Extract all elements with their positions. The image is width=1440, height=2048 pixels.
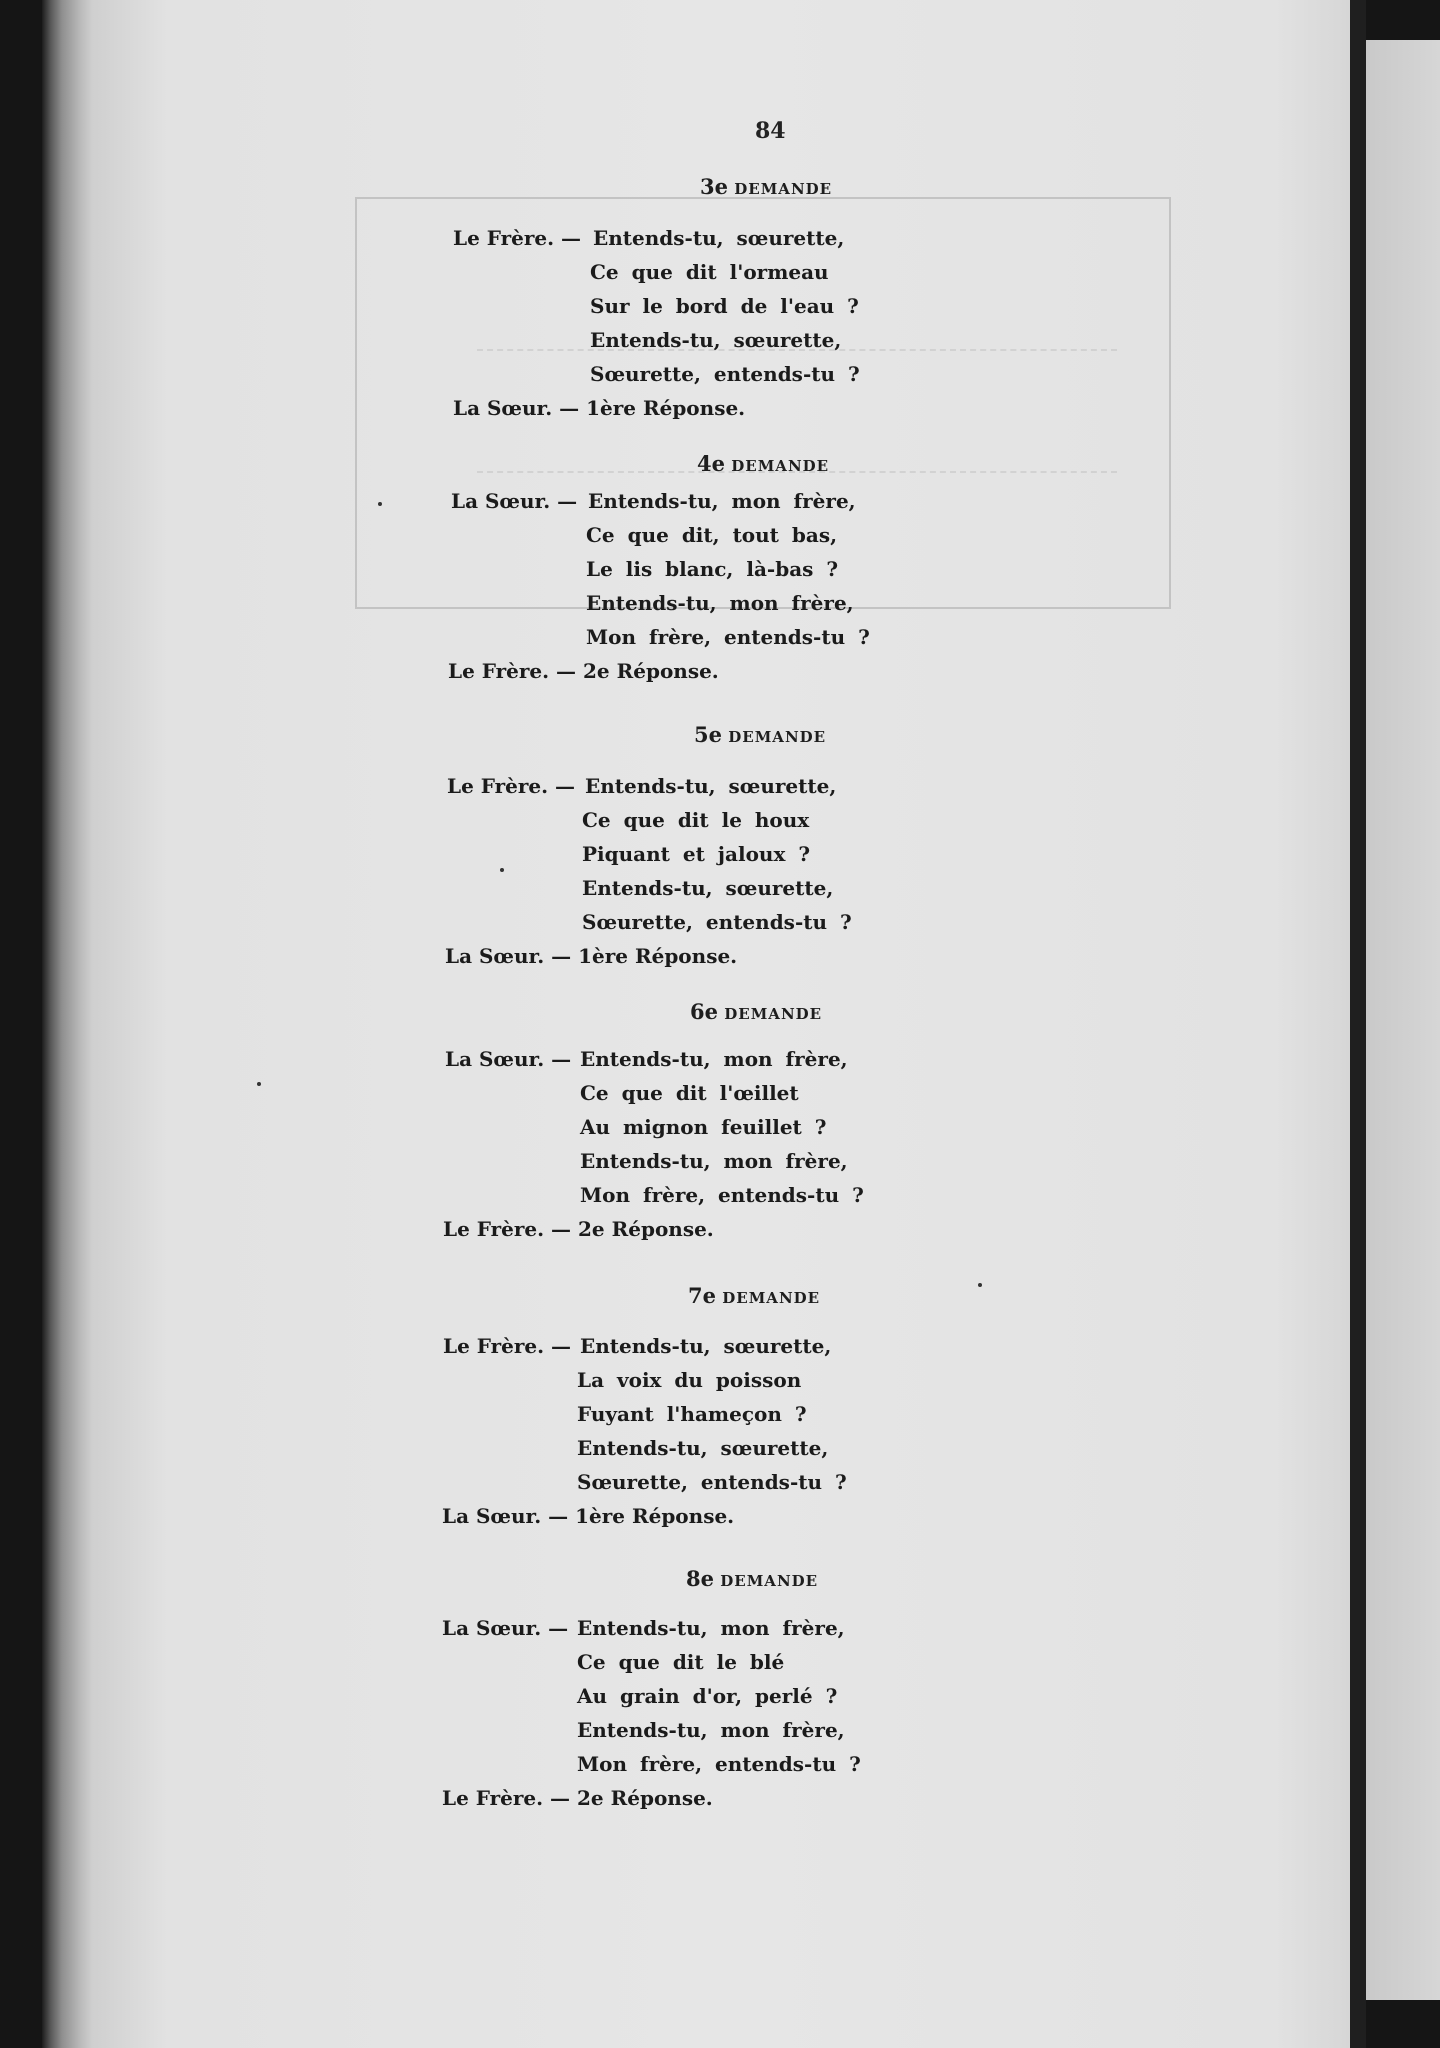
verse-line: Le lis blanc, là-bas ? <box>586 557 839 581</box>
verse-line: La voix du poisson <box>577 1368 802 1392</box>
verse-line: Entends-tu, sœurette, <box>585 774 837 798</box>
page-number: 84 <box>755 118 786 144</box>
dust-speck <box>500 868 504 872</box>
heading-word: DEMANDE <box>728 728 827 746</box>
verse-line: Piquant et jaloux ? <box>582 842 811 866</box>
verse-line: Ce que dit l'œillet <box>580 1081 799 1105</box>
verse-line: Entends-tu, sœurette, <box>582 876 834 900</box>
section-heading <box>697 451 829 476</box>
verse-line: Au mignon feuillet ? <box>580 1115 827 1139</box>
verse-line: Sur le bord de l'eau ? <box>590 294 859 318</box>
section-heading <box>694 722 826 747</box>
heading-word: DEMANDE <box>720 1572 819 1590</box>
verse-line: Ce que dit, tout bas, <box>586 523 838 547</box>
heading-word: DEMANDE <box>734 180 833 198</box>
dust-speck <box>257 1082 261 1086</box>
heading-word: DEMANDE <box>731 457 830 475</box>
verse-line: Mon frère, entends-tu ? <box>577 1752 861 1776</box>
section-heading <box>688 1283 820 1308</box>
heading-number: 5e <box>694 722 722 747</box>
verse-line: Sœurette, entends-tu ? <box>577 1470 847 1494</box>
heading-word: DEMANDE <box>722 1289 821 1307</box>
verse-line: Ce que dit l'ormeau <box>590 260 829 284</box>
section-heading <box>690 999 822 1024</box>
response-line: La Sœur. — 1ère Réponse. <box>453 396 746 420</box>
book-gutter <box>1350 0 1366 2048</box>
verse-line: Ce que dit le houx <box>582 808 810 832</box>
section-heading <box>700 174 832 199</box>
heading-number: 4e <box>697 451 725 476</box>
book-left-edge <box>42 0 92 2048</box>
verse-line: Sœurette, entends-tu ? <box>590 362 860 386</box>
verse-line: Mon frère, entends-tu ? <box>580 1183 864 1207</box>
speaker-label: La Sœur. — <box>442 1616 569 1640</box>
verse-line: Mon frère, entends-tu ? <box>586 625 870 649</box>
verse-line: Entends-tu, sœurette, <box>593 226 845 250</box>
response-line: Le Frère. — 2e Réponse. <box>442 1786 713 1810</box>
response-line: La Sœur. — 1ère Réponse. <box>445 944 738 968</box>
verse-line: Entends-tu, mon frère, <box>577 1616 845 1640</box>
verse-line: Entends-tu, sœurette, <box>577 1436 829 1460</box>
response-line: Le Frère. — 2e Réponse. <box>443 1217 714 1241</box>
dust-speck <box>978 1283 982 1287</box>
heading-number: 6e <box>690 999 718 1024</box>
heading-number: 7e <box>688 1283 716 1308</box>
speaker-label: La Sœur. — <box>451 489 578 513</box>
section-heading <box>686 1566 818 1591</box>
verse-line: Entends-tu, mon frère, <box>586 591 854 615</box>
verse-line: Entends-tu, mon frère, <box>580 1047 848 1071</box>
heading-word: DEMANDE <box>724 1005 823 1023</box>
verse-line: Entends-tu, sœurette, <box>590 328 842 352</box>
verse-line: Entends-tu, mon frère, <box>588 489 856 513</box>
verse-line: Entends-tu, mon frère, <box>580 1149 848 1173</box>
heading-number: 8e <box>686 1566 714 1591</box>
heading-number: 3e <box>700 174 728 199</box>
verse-line: Entends-tu, mon frère, <box>577 1718 845 1742</box>
response-line: Le Frère. — 2e Réponse. <box>448 659 719 683</box>
verse-line: Ce que dit le blé <box>577 1650 785 1674</box>
speaker-label: Le Frère. — <box>447 774 576 798</box>
verse-line: Sœurette, entends-tu ? <box>582 910 852 934</box>
verse-line: Au grain d'or, perlé ? <box>577 1684 838 1708</box>
speaker-label: Le Frère. — <box>443 1334 572 1358</box>
speaker-label: La Sœur. — <box>445 1047 572 1071</box>
facing-page-edge <box>1366 40 1440 2000</box>
response-line: La Sœur. — 1ère Réponse. <box>442 1504 735 1528</box>
verse-line: Fuyant l'hameçon ? <box>577 1402 807 1426</box>
speaker-label: Le Frère. — <box>453 226 582 250</box>
verse-line: Entends-tu, sœurette, <box>580 1334 832 1358</box>
dust-speck <box>378 502 382 506</box>
